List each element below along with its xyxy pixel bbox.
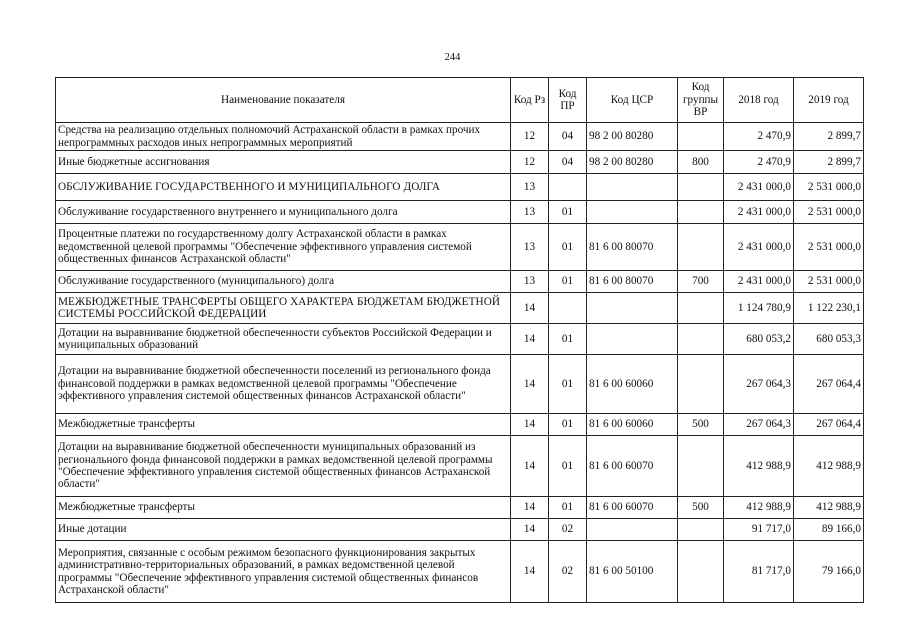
row-2018: 412 988,9 — [724, 497, 794, 519]
table-row — [56, 271, 864, 293]
row-name: Иные дотации — [56, 519, 511, 541]
row-pr: 01 — [549, 497, 587, 519]
row-pr: 02 — [549, 519, 587, 541]
row-rz: 14 — [511, 414, 549, 436]
row-name: Обслуживание государственного (муниципального) долга — [56, 271, 511, 293]
table-row — [56, 293, 864, 324]
row-name: Дотации на выравнивание бюджетной обеспеченности муниципальных образований из регионального фонда финансовой поддержки в рамках ведомственной целевой программы "Обеспечение эффективного управления системой общественных финансов Астраханской области" — [56, 436, 511, 497]
row-2019: 412 988,9 — [794, 497, 864, 519]
row-pr: 04 — [549, 123, 587, 151]
row-csr — [587, 324, 678, 355]
row-vr: 500 — [678, 497, 724, 519]
table-row — [56, 174, 864, 201]
row-2019: 1 122 230,1 — [794, 293, 864, 324]
row-2018: 267 064,3 — [724, 414, 794, 436]
header-rz: Код Рз — [511, 78, 549, 123]
row-pr: 01 — [549, 201, 587, 224]
row-rz: 13 — [511, 174, 549, 201]
row-name: ОБСЛУЖИВАНИЕ ГОСУДАРСТВЕННОГО И МУНИЦИПАЛЬНОГО ДОЛГА — [56, 174, 511, 201]
row-csr — [587, 519, 678, 541]
row-pr: 01 — [549, 436, 587, 497]
row-2019: 680 053,3 — [794, 324, 864, 355]
row-pr: 01 — [549, 324, 587, 355]
row-csr: 81 6 00 60060 — [587, 414, 678, 436]
header-csr: Код ЦСР — [587, 78, 678, 123]
row-rz: 14 — [511, 355, 549, 414]
table-row — [56, 224, 864, 271]
row-pr — [549, 293, 587, 324]
row-vr: 700 — [678, 271, 724, 293]
row-pr — [549, 174, 587, 201]
row-csr — [587, 293, 678, 324]
row-vr — [678, 436, 724, 497]
table-row — [56, 436, 864, 497]
row-csr: 81 6 00 80070 — [587, 224, 678, 271]
row-vr: 500 — [678, 414, 724, 436]
row-csr — [587, 174, 678, 201]
row-name: МЕЖБЮДЖЕТНЫЕ ТРАНСФЕРТЫ ОБЩЕГО ХАРАКТЕРА БЮДЖЕТАМ БЮДЖЕТНОЙ СИСТЕМЫ РОССИЙСКОЙ ФЕДЕРАЦИИ — [56, 293, 511, 324]
row-name: Процентные платежи по государственному долгу Астраханской области в рамках ведомственной целевой программы "Обеспечение эффективного управления системой общественных финансов Астраханской области" — [56, 224, 511, 271]
row-name: Иные бюджетные ассигнования — [56, 151, 511, 174]
row-2018: 2 470,9 — [724, 123, 794, 151]
header-2019: 2019 год — [794, 78, 864, 123]
row-2018: 1 124 780,9 — [724, 293, 794, 324]
row-vr — [678, 355, 724, 414]
row-rz: 14 — [511, 324, 549, 355]
row-rz: 12 — [511, 151, 549, 174]
row-name: Дотации на выравнивание бюджетной обеспеченности поселений из регионального фонда финансовой поддержки в рамках ведомственной целевой программы "Обеспечение эффективного управления системой общественных финансов Астраханской области" — [56, 355, 511, 414]
row-rz: 13 — [511, 271, 549, 293]
row-2018: 680 053,2 — [724, 324, 794, 355]
row-csr: 98 2 00 80280 — [587, 151, 678, 174]
row-pr: 02 — [549, 541, 587, 603]
row-2019: 267 064,4 — [794, 355, 864, 414]
row-2018: 2 431 000,0 — [724, 224, 794, 271]
row-2018: 81 717,0 — [724, 541, 794, 603]
header-2018: 2018 год — [724, 78, 794, 123]
row-name: Межбюджетные трансферты — [56, 497, 511, 519]
page-number: 244 — [444, 52, 461, 63]
row-rz: 14 — [511, 541, 549, 603]
row-csr: 81 6 00 60060 — [587, 355, 678, 414]
row-pr: 01 — [549, 224, 587, 271]
budget-table — [55, 77, 864, 603]
row-2018: 2 470,9 — [724, 151, 794, 174]
row-name: Дотации на выравнивание бюджетной обеспеченности субъектов Российской Федерации и муниципальных образований — [56, 324, 511, 355]
row-name: Обслуживание государственного внутреннего и муниципального долга — [56, 201, 511, 224]
row-rz: 14 — [511, 497, 549, 519]
row-csr: 81 6 00 50100 — [587, 541, 678, 603]
row-csr — [587, 201, 678, 224]
row-2018: 267 064,3 — [724, 355, 794, 414]
row-2019: 2 531 000,0 — [794, 201, 864, 224]
row-pr: 04 — [549, 151, 587, 174]
table-row — [56, 201, 864, 224]
row-2018: 412 988,9 — [724, 436, 794, 497]
row-csr: 81 6 00 80070 — [587, 271, 678, 293]
table-row — [56, 324, 864, 355]
table-row — [56, 519, 864, 541]
table-row — [56, 123, 864, 151]
row-name: Средства на реализацию отдельных полномочий Астраханской области в рамках прочих непрограммных расходов иных непрограммных мероприятий — [56, 123, 511, 151]
row-csr: 98 2 00 80280 — [587, 123, 678, 151]
row-name: Межбюджетные трансферты — [56, 414, 511, 436]
row-rz: 12 — [511, 123, 549, 151]
row-pr: 01 — [549, 414, 587, 436]
row-2018: 2 431 000,0 — [724, 174, 794, 201]
row-2019: 2 899,7 — [794, 151, 864, 174]
row-vr — [678, 293, 724, 324]
row-2019: 89 166,0 — [794, 519, 864, 541]
header-name: Наименование показателя — [56, 78, 511, 123]
row-rz: 14 — [511, 436, 549, 497]
row-name: Мероприятия, связанные с особым режимом безопасного функционирования закрытых административно-территориальных образований, в рамках ведомственной целевой программы "Обеспечение эффективного управления системой общественных финансов Астраханской области" — [56, 541, 511, 603]
row-rz: 14 — [511, 293, 549, 324]
row-csr: 81 6 00 60070 — [587, 436, 678, 497]
row-2019: 2 531 000,0 — [794, 224, 864, 271]
table-row — [56, 151, 864, 174]
row-vr: 800 — [678, 151, 724, 174]
table-row — [56, 541, 864, 603]
row-vr — [678, 519, 724, 541]
row-vr — [678, 324, 724, 355]
row-2019: 2 531 000,0 — [794, 271, 864, 293]
row-vr — [678, 201, 724, 224]
header-vr: Код группы ВР — [678, 78, 724, 123]
row-rz: 13 — [511, 224, 549, 271]
row-csr: 81 6 00 60070 — [587, 497, 678, 519]
row-vr — [678, 224, 724, 271]
row-pr: 01 — [549, 355, 587, 414]
row-2019: 2 531 000,0 — [794, 174, 864, 201]
row-vr — [678, 123, 724, 151]
row-2019: 267 064,4 — [794, 414, 864, 436]
table-row — [56, 414, 864, 436]
row-2018: 2 431 000,0 — [724, 201, 794, 224]
row-pr: 01 — [549, 271, 587, 293]
row-2019: 2 899,7 — [794, 123, 864, 151]
table-header-row — [56, 78, 864, 123]
row-vr — [678, 541, 724, 603]
header-pr: Код ПР — [549, 78, 587, 123]
row-2018: 2 431 000,0 — [724, 271, 794, 293]
row-vr — [678, 174, 724, 201]
row-2019: 412 988,9 — [794, 436, 864, 497]
row-rz: 13 — [511, 201, 549, 224]
row-rz: 14 — [511, 519, 549, 541]
row-2019: 79 166,0 — [794, 541, 864, 603]
table-row — [56, 355, 864, 414]
row-2018: 91 717,0 — [724, 519, 794, 541]
table-row — [56, 497, 864, 519]
